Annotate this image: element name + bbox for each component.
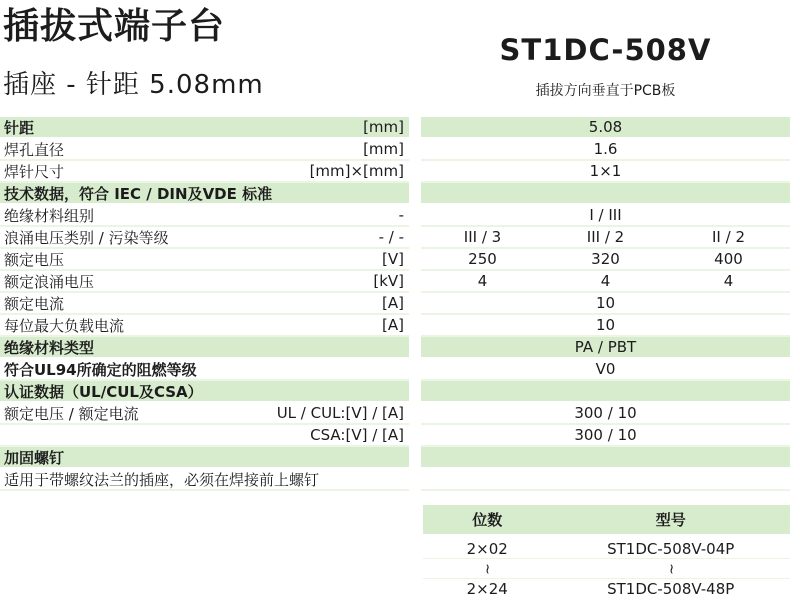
spec-row-values (421, 249, 790, 271)
spec-label: 额定电压 / 额定电流 (4, 404, 139, 423)
spec-row (0, 447, 790, 469)
order-table-row (423, 559, 790, 579)
spec-row (0, 425, 790, 447)
spec-unit: [mm] (363, 118, 404, 136)
spec-row-values (421, 359, 790, 381)
order-table-header-positions: 位数 (472, 511, 503, 529)
spec-row (0, 469, 790, 491)
spec-label: 浪涌电压类别 / 污染等级 (4, 228, 169, 247)
spec-row (0, 117, 790, 139)
spec-row-left (0, 315, 409, 337)
order-table-value: ST1DC-508V-48P (607, 579, 735, 598)
header-left (3, 4, 264, 101)
spec-label: 额定电压 (4, 250, 65, 269)
spec-row (0, 381, 790, 403)
spec-value: 10 (595, 294, 616, 312)
spec-row-values (421, 403, 790, 425)
page-subtitle: 插座 - 针距 5.08mm (3, 69, 264, 100)
spec-label: 焊针尺寸 (4, 162, 65, 181)
spec-label: 绝缘材料组别 (4, 206, 95, 225)
spec-unit: [kV] (373, 272, 404, 290)
spec-label: 每位最大负载电流 (4, 316, 125, 335)
spec-label: 额定电流 (4, 294, 65, 313)
spec-value: 4 (723, 272, 734, 290)
spec-row-left (0, 161, 409, 183)
order-table (423, 505, 790, 600)
spec-row-left (0, 117, 409, 139)
spec-unit: [V] (382, 250, 404, 268)
spec-row-left (0, 381, 409, 403)
spec-unit: UL / CUL:[V] / [A] (276, 404, 404, 422)
spec-row-values (421, 205, 790, 227)
spec-row-left (0, 359, 409, 381)
spec-value: 4 (477, 272, 488, 290)
spec-unit: [A] (382, 316, 404, 334)
spec-table (0, 117, 790, 491)
spec-row-values (421, 161, 790, 183)
spec-unit: - / - (378, 228, 404, 246)
spec-row (0, 271, 790, 293)
order-table-value: 2×02 (466, 539, 508, 558)
spec-row-left (0, 249, 409, 271)
order-table-cell (423, 579, 551, 598)
order-table-body (423, 539, 790, 598)
spec-row-left (0, 271, 409, 293)
spec-value: 1×1 (589, 162, 622, 180)
spec-value: 10 (595, 316, 616, 334)
spec-row (0, 183, 790, 205)
spec-label: 加固螺钉 (4, 448, 65, 467)
spec-value: V0 (595, 360, 616, 378)
spec-row-values (421, 469, 790, 491)
order-table-value: ST1DC-508V-04P (607, 539, 735, 558)
spec-row-values (421, 447, 790, 469)
spec-unit: - (398, 206, 404, 224)
spec-value: I / III (589, 206, 622, 224)
order-table-value: ~ (662, 562, 679, 575)
spec-row-values (421, 117, 790, 139)
spec-value: II / 2 (712, 228, 745, 246)
product-model: ST1DC-508V (499, 33, 712, 67)
spec-row-values (421, 425, 790, 447)
spec-value: 5.08 (588, 118, 623, 136)
spec-row-left (0, 337, 409, 359)
spec-row-left (0, 293, 409, 315)
spec-unit: [A] (382, 294, 404, 312)
order-table-value: 2×24 (466, 579, 508, 598)
spec-row (0, 205, 790, 227)
spec-value: 250 (468, 250, 497, 268)
order-table-row (423, 539, 790, 559)
spec-value: 320 (591, 250, 620, 268)
product-note: 插拔方向垂直于PCB板 (535, 83, 676, 99)
spec-row-left (0, 403, 409, 425)
order-table-cell (551, 539, 790, 558)
spec-row-left (0, 469, 409, 491)
spec-label: 焊孔直径 (4, 140, 65, 159)
spec-row-values (421, 315, 790, 337)
spec-row (0, 161, 790, 183)
spec-row (0, 249, 790, 271)
spec-row-values (421, 271, 790, 293)
spec-label: 额定浪涌电压 (4, 272, 95, 291)
spec-value: 4 (600, 272, 611, 290)
order-table-cell (551, 579, 790, 598)
spec-row-left (0, 183, 409, 205)
spec-value: PA / PBT (574, 338, 637, 356)
page-title: 插拔式端子台 (3, 6, 226, 47)
spec-row (0, 227, 790, 249)
spec-unit: [mm]×[mm] (309, 162, 404, 180)
spec-unit: CSA:[V] / [A] (310, 426, 404, 444)
spec-value: 300 / 10 (574, 404, 637, 422)
spec-row-values (421, 381, 790, 403)
order-table-cell (423, 539, 551, 558)
spec-label: 技术数据，符合 IEC / DIN及VDE 标准 (4, 184, 273, 203)
order-table-cell (551, 559, 790, 578)
spec-row (0, 293, 790, 315)
spec-value: 300 / 10 (574, 426, 637, 444)
spec-row (0, 139, 790, 161)
order-table-header-model: 型号 (655, 511, 686, 529)
spec-row-values (421, 183, 790, 205)
spec-row-left (0, 139, 409, 161)
spec-row-left (0, 227, 409, 249)
header-right (421, 33, 790, 100)
order-table-cell (423, 559, 551, 578)
spec-row-values (421, 293, 790, 315)
spec-row (0, 403, 790, 425)
spec-row (0, 337, 790, 359)
spec-row (0, 359, 790, 381)
spec-row-values (421, 227, 790, 249)
order-table-value: ~ (479, 562, 496, 575)
spec-label: 符合UL94所确定的阻燃等级 (4, 360, 197, 379)
spec-row-left (0, 447, 409, 469)
spec-value: 400 (714, 250, 743, 268)
spec-value: 1.6 (593, 140, 618, 158)
order-table-row (423, 579, 790, 598)
spec-label: 适用于带螺纹法兰的插座，必须在焊接前上螺钉 (4, 470, 320, 489)
spec-label: 绝缘材料类型 (4, 338, 95, 357)
spec-row-values (421, 337, 790, 359)
spec-value: III / 3 (463, 228, 502, 246)
order-table-header (423, 505, 790, 534)
spec-row-values (421, 139, 790, 161)
spec-row (0, 315, 790, 337)
spec-label: 认证数据（UL/CUL及CSA） (4, 382, 203, 401)
spec-label: 针距 (4, 118, 35, 137)
spec-value: III / 2 (586, 228, 625, 246)
spec-row-left (0, 425, 409, 447)
spec-row-left (0, 205, 409, 227)
spec-unit: [mm] (363, 140, 404, 158)
